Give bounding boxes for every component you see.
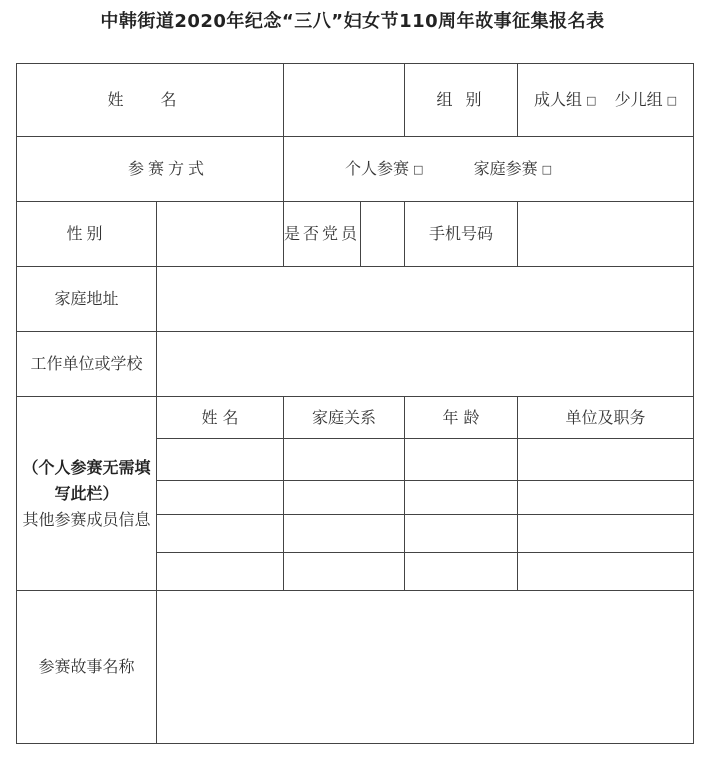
individual-checkbox-icon[interactable]: □ bbox=[413, 162, 424, 176]
member-name-cell[interactable] bbox=[157, 553, 284, 591]
member-header-relation: 家庭关系 bbox=[284, 397, 405, 439]
story-row bbox=[17, 591, 694, 744]
name-label: 姓 名 bbox=[17, 64, 284, 137]
member-header-age: 年 龄 bbox=[405, 397, 518, 439]
member-relation-cell[interactable] bbox=[284, 515, 405, 553]
gender-input-cell[interactable] bbox=[157, 202, 284, 267]
members-label-cell bbox=[17, 397, 157, 591]
member-relation-cell[interactable] bbox=[284, 439, 405, 481]
adult-group-option[interactable]: 成人组 □ bbox=[533, 89, 597, 109]
gender-label: 性别 bbox=[17, 202, 157, 267]
phone-label: 手机号码 bbox=[405, 202, 518, 267]
work-label: 工作单位或学校 bbox=[17, 332, 157, 397]
member-header-name: 姓 名 bbox=[157, 397, 284, 439]
child-group-option[interactable]: 少儿组 □ bbox=[614, 89, 678, 109]
party-label: 是否党员 bbox=[284, 202, 361, 267]
member-relation-cell[interactable] bbox=[284, 553, 405, 591]
name-input-cell[interactable] bbox=[284, 64, 405, 137]
party-input-cell[interactable] bbox=[361, 202, 405, 267]
gender-row bbox=[17, 202, 694, 267]
address-input-cell[interactable] bbox=[157, 267, 694, 332]
name-row bbox=[17, 64, 694, 137]
adult-checkbox-icon[interactable]: □ bbox=[586, 93, 597, 107]
mode-row bbox=[17, 137, 694, 202]
story-input-cell[interactable] bbox=[157, 591, 694, 744]
mode-options-cell bbox=[284, 137, 694, 202]
family-checkbox-icon[interactable]: □ bbox=[541, 162, 553, 176]
registration-form-table bbox=[16, 63, 694, 744]
member-position-cell[interactable] bbox=[518, 553, 694, 591]
member-header-position: 单位及职务 bbox=[518, 397, 694, 439]
member-age-cell[interactable] bbox=[405, 515, 518, 553]
group-label: 组 别 bbox=[405, 64, 518, 137]
mode-label: 参赛方式 bbox=[17, 137, 284, 202]
member-age-cell[interactable] bbox=[405, 481, 518, 515]
members-header-row bbox=[17, 397, 694, 439]
members-note: （个人参赛无需填写此栏） bbox=[22, 457, 151, 503]
member-position-cell[interactable] bbox=[518, 481, 694, 515]
phone-input-cell[interactable] bbox=[518, 202, 694, 267]
member-position-cell[interactable] bbox=[518, 439, 694, 481]
member-position-cell[interactable] bbox=[518, 515, 694, 553]
form-title: 中韩街道2020年纪念“三八”妇女节110周年故事征集报名表 bbox=[100, 11, 605, 32]
member-name-cell[interactable] bbox=[157, 439, 284, 481]
work-row bbox=[17, 332, 694, 397]
child-checkbox-icon[interactable]: □ bbox=[666, 93, 678, 107]
member-age-cell[interactable] bbox=[405, 439, 518, 481]
address-row bbox=[17, 267, 694, 332]
address-label: 家庭地址 bbox=[17, 267, 157, 332]
member-relation-cell[interactable] bbox=[284, 481, 405, 515]
member-age-cell[interactable] bbox=[405, 553, 518, 591]
work-input-cell[interactable] bbox=[157, 332, 694, 397]
group-options-cell bbox=[518, 64, 694, 137]
family-option[interactable]: 家庭参赛 □ bbox=[473, 158, 553, 178]
members-label: 其他参赛成员信息 bbox=[22, 509, 151, 529]
story-label: 参赛故事名称 bbox=[17, 591, 157, 744]
individual-option[interactable]: 个人参赛 □ bbox=[344, 158, 424, 178]
member-name-cell[interactable] bbox=[157, 481, 284, 515]
member-name-cell[interactable] bbox=[157, 515, 284, 553]
